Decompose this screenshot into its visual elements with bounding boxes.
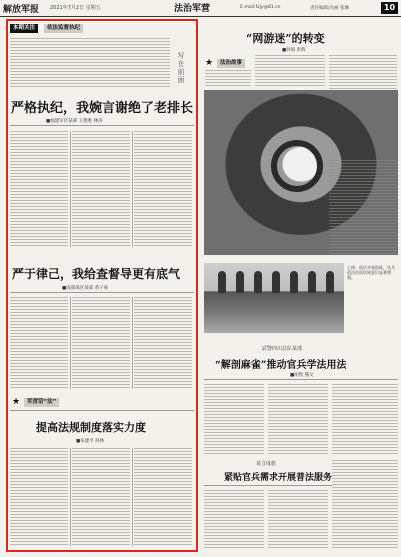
right-story1-lead (205, 70, 251, 88)
tag-topic: 依法监督执纪 (44, 24, 83, 33)
newspaper-brand: 解放军报 (3, 5, 40, 15)
right-story1-col2 (255, 55, 325, 88)
column-rule (70, 131, 71, 247)
photo-caption: 上图：依法开展训练，官兵依法治训法规意识显著增强。 (347, 265, 395, 280)
right-story2-col1 (204, 384, 264, 454)
story1-headline: 严格执纪，我婉言谢绝了老排长 (11, 101, 194, 116)
right-story1-headline: “网游迷”的转变 (246, 32, 325, 45)
divider (204, 379, 398, 380)
story1-byline: ■福建军区某部 王德胜 林涛 (46, 119, 103, 124)
story1-col1 (10, 131, 68, 247)
divider (10, 410, 194, 411)
story2-col2 (72, 297, 130, 389)
story2-col3 (134, 297, 192, 389)
right-story1-tag: 法治故事 (217, 59, 245, 68)
star-icon: ★ (12, 397, 21, 407)
right-story1-col3b (329, 160, 397, 255)
star-icon: ★ (205, 58, 214, 68)
column-rule (70, 297, 71, 389)
story2-headline: 严于律己，我给查督导更有底气 (12, 267, 181, 281)
right-story3-col1 (204, 490, 264, 550)
story3-byline: ■朱建平 何林 (76, 439, 105, 444)
intro-text (10, 38, 170, 88)
right-story2-kicker: 武警四川总队某部 (262, 346, 303, 352)
right-story2-col3 (332, 384, 398, 454)
photo-ring (271, 140, 323, 192)
story1-col2 (72, 131, 130, 247)
story2-col1 (10, 297, 68, 389)
tag-this-issue: 本期关注 (10, 24, 38, 33)
divider (204, 485, 332, 486)
right-story2-headline: “解剖麻雀”推动官兵学法用法 (215, 360, 347, 371)
divider (10, 125, 194, 126)
divider (10, 292, 194, 293)
column-rule (132, 297, 133, 389)
right-story1-byline: ■何斌 彭辉 (282, 48, 306, 53)
column-rule (70, 448, 71, 546)
editors-credit: 责任编辑/冯丽 张琳 (310, 6, 349, 11)
story3-col2 (72, 448, 130, 546)
story3-headline: 提高法规制度落实力度 (36, 421, 146, 434)
right-story2-byline: ■胡凯 熊文 (290, 373, 314, 378)
section-title: 法治军营 (174, 4, 211, 14)
story1-col3 (134, 131, 192, 247)
contact-email: E-mail:fzjy@81.cn (240, 5, 281, 10)
story2-byline: ■南部战区某部 黄子豪 (62, 286, 109, 291)
right-story3-col2 (268, 490, 328, 550)
issue-date: 2021年7月2日 星期五 (50, 5, 101, 11)
page-header (0, 0, 401, 17)
story3-col1 (10, 448, 68, 546)
intro-side-note: 写在前面 (177, 52, 185, 84)
story3-col3 (134, 448, 192, 546)
page-number: 10 (381, 2, 398, 14)
tag-insight: 军营话“法” (24, 398, 59, 407)
right-story3-headline: 紧贴官兵需求开展普法服务 (224, 473, 333, 483)
training-photo (204, 263, 344, 333)
right-story3-col3 (332, 460, 398, 550)
right-story2-col2 (268, 384, 328, 454)
column-rule (132, 131, 133, 247)
right-story3-kicker: 某合成旅 (256, 461, 277, 467)
column-rule (132, 448, 133, 546)
